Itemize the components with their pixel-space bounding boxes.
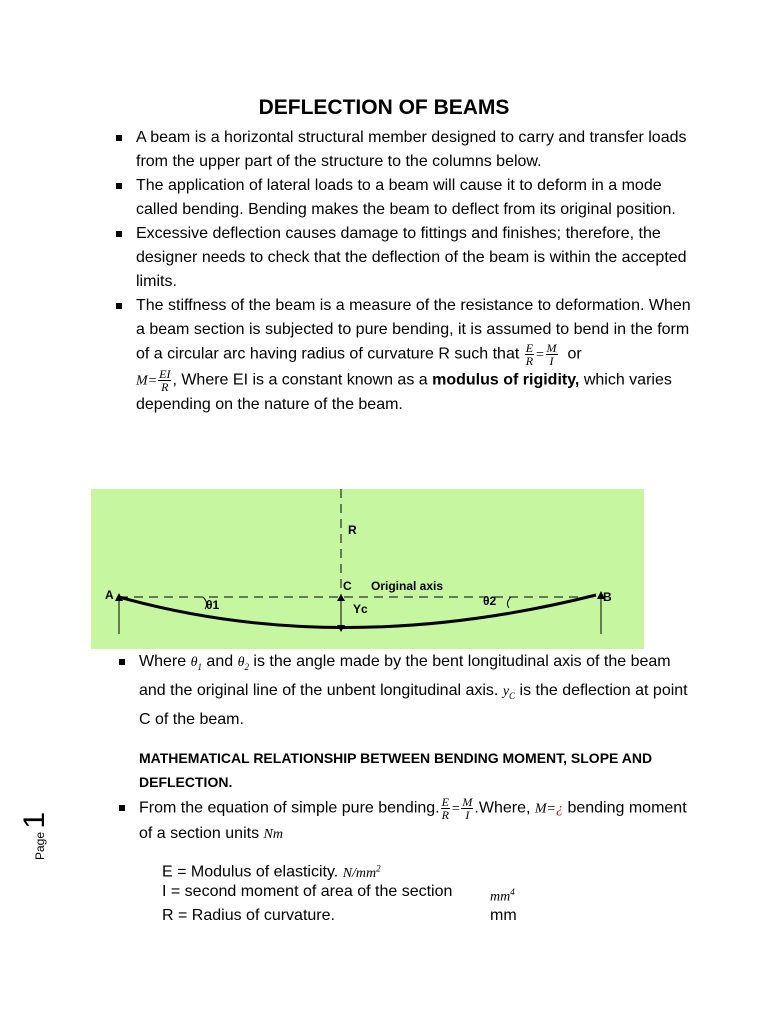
bullet-list [136, 126, 696, 417]
unit-n-per-mm2: $N/mm^2$ [342, 863, 381, 881]
where-text-4: is the deflection at point C of the beam. [139, 681, 688, 728]
fraction-m-over-i: $\frac{M}{I}$ [546, 341, 557, 368]
bullet-item-excessive-deflection: Excessive deflection causes damage to fittings and finishes; therefore, the designer needs to check that the deflection of the beam is within the accepted limits. [136, 222, 696, 294]
label-theta2: θ2 [483, 594, 497, 608]
fraction-m-over-i-2: $\frac{M}{I}$ [462, 795, 473, 822]
fraction-ei-over-r: $\frac{EI}{R}$ [159, 366, 171, 394]
label-yc: Yc [353, 602, 368, 616]
where-text-1: Where [139, 653, 187, 670]
theta1-symbol: $\theta_1$ [190, 655, 202, 672]
equation-paragraph [139, 796, 699, 847]
equals-sign: = [535, 347, 545, 363]
stiffness-text-3: which varies depending on the nature of the beam. [136, 371, 672, 414]
where-text-3: is the angle made by the bent longitudinal axis of the beam and the original line of the unbent longitudinal axis. [139, 653, 671, 699]
m-equals-2: M= [534, 801, 556, 817]
equation-text-2: .Where, [474, 799, 531, 817]
modulus-of-rigidity-term: modulus of rigidity, [432, 371, 580, 389]
label-b: B [603, 590, 612, 604]
yc-symbol: $y_C$ [502, 683, 516, 701]
label-theta1: θ1 [206, 598, 220, 612]
or-word: or [567, 345, 582, 363]
stiffness-text: The stiffness of the beam is a measure of the resistance to deformation. When a beam section is subjected to pure bending, it is assumed to bend in the form of a circular arc having radius of curvature R such that [136, 297, 691, 363]
m-equals: M= [136, 373, 158, 389]
where-text-2: and [206, 653, 234, 670]
unit-mm: mm [490, 907, 517, 924]
stiffness-text-2: , Where EI is a constant known as a [172, 371, 428, 389]
bullet-item-lateral-loads: The application of lateral loads to a beam will cause it to deform in a mode called bending. Bending makes the beam to deflect from its original position. [136, 174, 696, 222]
where-paragraph [139, 650, 699, 732]
equals-sign-2: = [450, 801, 461, 817]
bullet-item-where [139, 650, 699, 732]
definition-r: R = Radius of curvature. mm [162, 904, 642, 928]
theta2-arc [507, 597, 511, 608]
inverted-question-mark: ¿ [556, 801, 563, 817]
beam-deflection-diagram [91, 489, 644, 649]
beam-diagram-svg [91, 489, 644, 649]
unit-nm: Nm [263, 826, 283, 842]
bullet-item-equation [139, 796, 699, 847]
deflection-arrow-up [337, 594, 345, 601]
theta2-symbol: $\theta_2$ [237, 655, 249, 672]
label-c: C [343, 579, 352, 593]
section-heading: MATHEMATICAL RELATIONSHIP BETWEEN BENDING MOMENT, SLOPE AND DEFLECTION. [139, 750, 653, 790]
definition-i: I = second moment of area of the section $mm^4$ [162, 880, 642, 904]
label-a: A [105, 588, 114, 602]
bullet-item-beam-definition: A beam is a horizontal structural member designed to carry and transfer loads from the upper part of the structure to the columns below. [136, 126, 696, 174]
page-title: DEFLECTION OF BEAMS [258, 96, 510, 119]
equation-text-1: From the equation of simple pure bending. [139, 799, 440, 817]
page-number: 1 [18, 811, 51, 829]
label-r: R [348, 523, 357, 537]
unit-mm4: $mm^4$ [490, 887, 515, 905]
fraction-e-over-r: $\frac{E}{R}$ [525, 341, 534, 368]
definitions-list [162, 856, 642, 928]
label-original-axis: Original axis [371, 579, 444, 593]
page-label: Page [33, 831, 47, 860]
bullet-item-stiffness [136, 294, 696, 417]
definition-e: E = Modulus of elasticity. $N/mm^2$ [162, 863, 381, 881]
fraction-e-over-r-2: $\frac{E}{R}$ [441, 795, 449, 822]
page-number-vertical [20, 800, 50, 860]
equation-text-3: bending moment of a section units [139, 799, 687, 842]
